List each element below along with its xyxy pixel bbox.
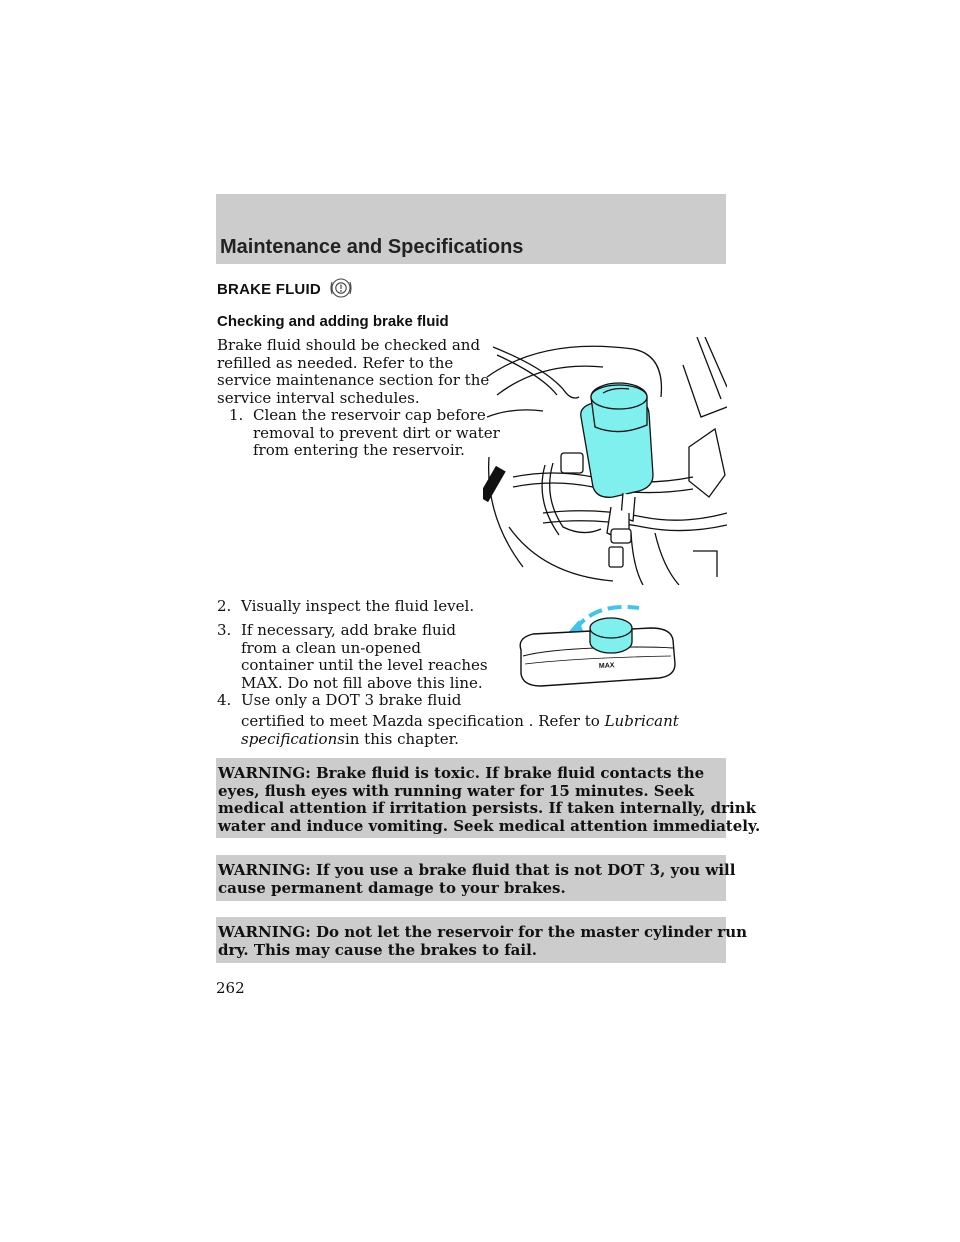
- page-number: 262: [216, 979, 245, 997]
- specifications-reference: specifications: [241, 729, 345, 748]
- step-2: 2. Visually inspect the fluid level.: [217, 597, 475, 615]
- max-level-label: MAX: [598, 662, 615, 670]
- step-1: 1. Clean the reservoir cap before removal to prevent dirt or water from entering the reservoir.: [229, 406, 500, 459]
- intro-paragraph: Brake fluid should be checked and refilled as needed. Refer to the service maintenance section for the service interval schedules.: [217, 336, 490, 407]
- section-title: BRAKE FLUID: [217, 281, 321, 298]
- step-4: 4. Use only a DOT 3 brake fluid: [217, 691, 462, 709]
- step-4-continued: certified to meet Mazda specification . Refer to Lubricant specificationsin this chapter.: [241, 712, 679, 748]
- warning-toxic: WARNING: Brake fluid is toxic. If brake fluid contacts the eyes, flush eyes with running water for 15 minutes. Seek medical attention if irritation persists. If taken internally, drink water and induce vomiting. Seek medical attention immediately.: [216, 758, 726, 838]
- warning-dot3: WARNING: If you use a brake fluid that is not DOT 3, you will cause permanent damage to your brakes.: [216, 855, 726, 901]
- master-cylinder-engine-illustration: [483, 337, 727, 585]
- subsection-title: Checking and adding brake fluid: [217, 313, 449, 330]
- warning-reservoir-dry: WARNING: Do not let the reservoir for the master cylinder run dry. This may cause the brakes to fail.: [216, 917, 726, 963]
- step-3: 3. If necessary, add brake fluid from a clean un-opened container until the level reaches MAX. Do not fill above this line.: [217, 621, 488, 692]
- lubricant-reference: Lubricant: [604, 712, 679, 730]
- reservoir-cap-illustration: [515, 598, 677, 693]
- fluid-symbol-icon: [329, 277, 353, 299]
- page-section-title: Maintenance and Specifications: [220, 236, 524, 258]
